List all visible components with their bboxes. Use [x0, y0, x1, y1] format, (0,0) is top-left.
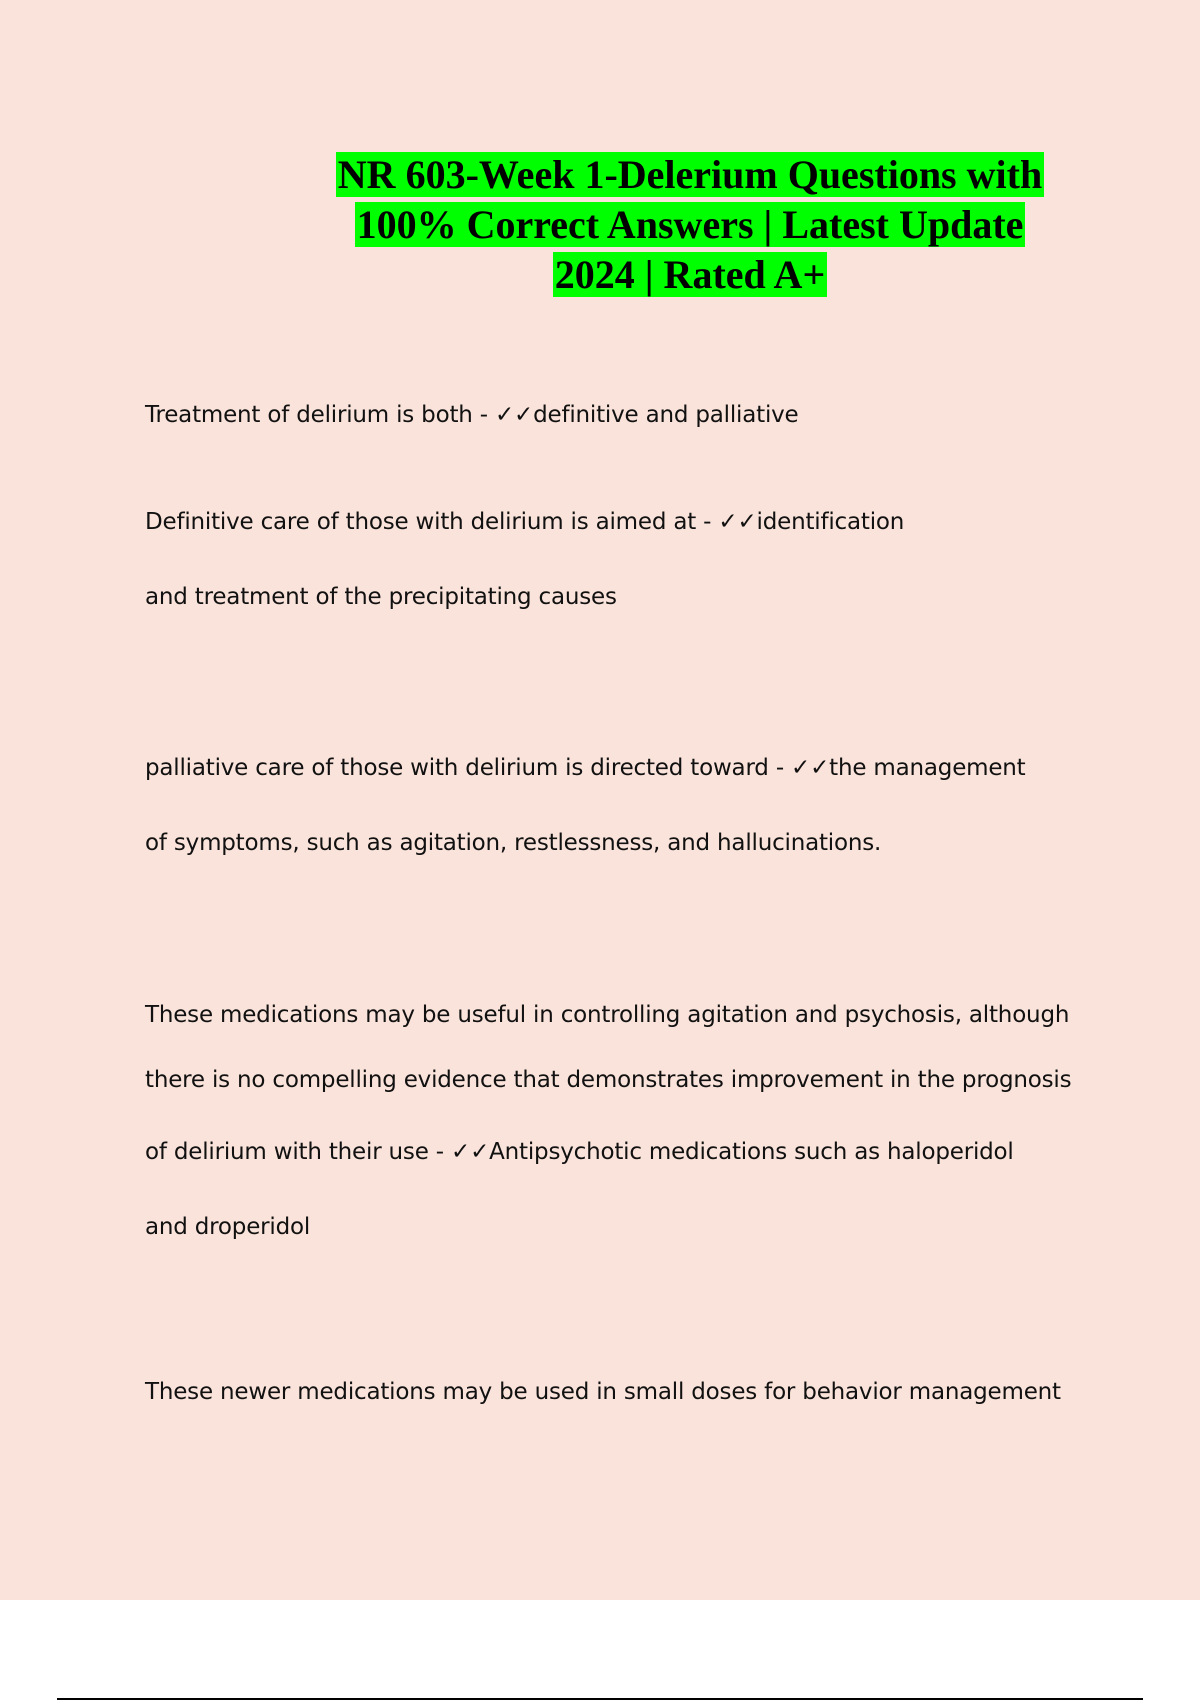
- document-title: [300, 150, 1080, 300]
- title-highlight: NR 603-Week 1-Delerium Questions with: [337, 152, 1043, 197]
- qa-line-palliative-care: palliative care of those with delirium is directed toward - ✓✓the management: [145, 755, 1026, 781]
- title-line: [300, 200, 1080, 250]
- qa-line-medications-answer-cont: and droperidol: [145, 1214, 311, 1240]
- qa-line-definitive-care: Definitive care of those with delirium is aimed at - ✓✓identification: [145, 509, 905, 535]
- title-line: [300, 250, 1080, 300]
- qa-line-medications: These medications may be useful in controlling agitation and psychosis, although: [145, 1002, 1070, 1028]
- title-highlight: 100% Correct Answers | Latest Update: [356, 202, 1024, 247]
- title-highlight: 2024 | Rated A+: [554, 252, 826, 297]
- title-line: [300, 150, 1080, 200]
- qa-line-definitive-care-cont: and treatment of the precipitating causes: [145, 584, 617, 610]
- qa-line-medications-answer: of delirium with their use - ✓✓Antipsychotic medications such as haloperidol: [145, 1139, 1014, 1165]
- qa-line-palliative-care-cont: of symptoms, such as agitation, restlessness, and hallucinations.: [145, 830, 882, 856]
- qa-line-medications-cont: there is no compelling evidence that demonstrates improvement in the prognosis: [145, 1067, 1072, 1093]
- qa-line-treatment: Treatment of delirium is both - ✓✓definitive and palliative: [145, 402, 799, 428]
- qa-line-newer-medications: These newer medications may be used in small doses for behavior management: [145, 1379, 1061, 1405]
